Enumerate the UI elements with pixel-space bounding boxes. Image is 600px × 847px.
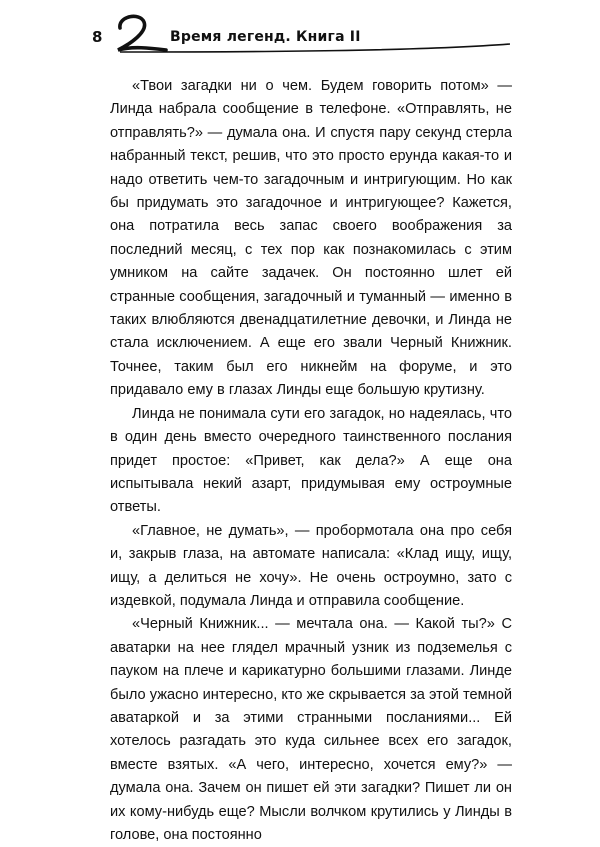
running-title: Время легенд. Книга II — [170, 29, 361, 45]
paragraph: Линда не понимала сути его загадок, но надеялась, что в один день вместо очередного таинственного послания придет простое: «Привет, как дела?» А еще она испытывала некий азарт, придумывая ему остроумные ответы. — [110, 405, 512, 516]
page-number: 8 — [92, 28, 103, 46]
body-text — [110, 75, 512, 847]
header-rule — [120, 43, 510, 53]
running-header — [0, 0, 600, 62]
paragraph: «Черный Книжник... — мечтала она. — Какой ты?» С аватарки на нее глядел мрачный узник из подземелья с пауком на плече и карикатурно большими глазами. Линде было ужасно интересно, кто же скрывается за этой темной аватаркой и за этими странными посланиями... Ей хотелось разгадать это куда сильнее всех его загадок, вместе взятых. «А чего, интересно, хочется ему?» — думала она. Зачем он пишет ей эти загадки? Пишет ли он их кому-нибудь еще? Мысли волчком крутились у Линды в голове, она постоянно — [110, 616, 512, 843]
paragraph: «Твои загадки ни о чем. Будем говорить потом» — Линда набрала сообщение в телефоне. «Отправлять, не отправлять?» — думала она. И спустя пару секунд стерла набранный текст, решив, что это просто ерунда какая-то и надо ответить чем-то загадочным и интригующим. Но как бы придумать это загадочное и интригующее? Кажется, она потратила весь запас своего воображения за последний месяц, с тех пор как познакомилась с этим умником на сайте задачек. Он постоянно шлет ей странные сообщения, загадочный и туманный — именно в таких влюбляются двенадцатилетние девочки, и Линда не стала исключением. А еще его звали Черный Книжник. Точнее, таким был его никнейм на форуме, и это придавало ему в глазах Линды еще большую крутизну. — [110, 78, 512, 399]
paragraph: «Главное, не думать», — пробормотала она про себя и, закрыв глаза, на автомате написала: «Клад ищу, ищу, ищу, а делиться не хочу». Не очень остроумно, зато с издевкой, подумала Линда и отправила сообщение. — [110, 522, 512, 609]
